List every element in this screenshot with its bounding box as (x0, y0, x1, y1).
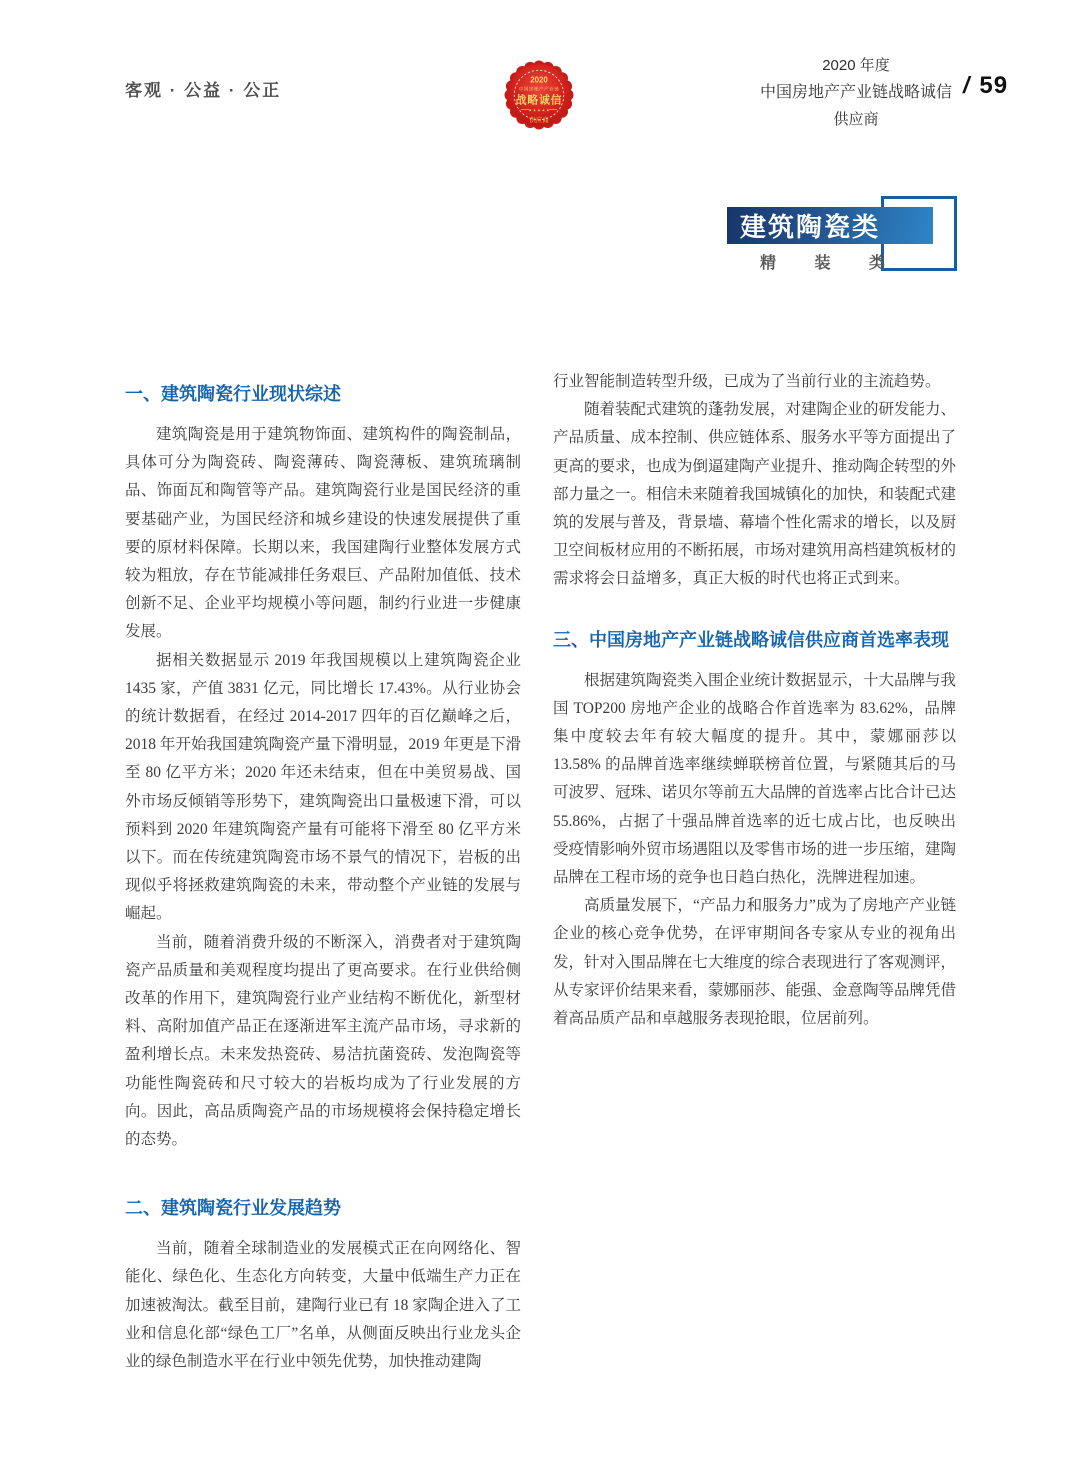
page-number-value: 59 (979, 72, 1009, 99)
category-banner (727, 207, 933, 244)
section3-paragraph-1: 根据建筑陶瓷类入围企业统计数据显示，十大品牌与我国 TOP200 房地产企业的战略合作首选率为 83.62%，品牌集中度较去年有较大幅度的提升。其中，蒙娜丽莎以 13.58% 的品牌首选率继续蝉联榜首位置，与紧随其后的马可波罗、冠珠、诺贝尔等前五大品牌的首选率占比合计已达 55.86%，占据了十强品牌首选率的近七成占比，也反映出受疫情影响外贸市场遇阻以及零售市场的进一步压缩，建陶品牌在工程市场的竞争也日趋白热化，洗牌进程加速。 (553, 671, 957, 887)
section1-paragraph-2: 据相关数据显示 2019 年我国规模以上建筑陶瓷企业 1435 家，产值 3831 亿元，同比增长 17.43%。从行业协会的统计数据看，在经过 2014-2017 四年的百亿巅峰之后，2018 年开始我国建筑陶瓷产量下滑明显，2019 年更是下滑至 80 亿平方米；2020 年还未结束，但在中美贸易战、国外市场反倾销等形势下，建筑陶瓷出口量极速下滑，可以预料到 2020 年建筑陶瓷产量有可能将下滑至 80 亿平方米以下。而在传统建筑陶瓷市场不景气的情况下，岩板的出现似乎将拯救建筑陶瓷的未来，带动整个产业链的发展与崛起。 (125, 651, 521, 923)
page-number-slash: / (963, 72, 970, 98)
left-column (125, 382, 521, 1376)
award-seal-icon (494, 50, 584, 140)
category-title: 建筑陶瓷类 (740, 212, 881, 242)
seal-year: 2020 (530, 75, 548, 85)
section2-heading: 二、建筑陶瓷行业发展趋势 (125, 1198, 341, 1219)
seal-top-line: 中国房地产产业链 (518, 86, 560, 92)
seal-main-text: 战略诚信 (515, 94, 563, 107)
section1-paragraph-1: 建筑陶瓷是用于建筑物饰面、建筑构件的陶瓷制品，具体可分为陶瓷砖、陶瓷薄砖、陶瓷薄板、建筑琉璃制品、饰面瓦和陶管等产品。建筑陶瓷行业是国民经济的重要基础产业，为国民经济和城乡建设的快速发展提供了重要的原材料保障。长期以来，我国建陶行业整体发展方式较为粗放，存在节能减排任务艰巨、产品附加值低、技术创新不足、企业平均规模小等问题，制约行业进一步健康发展。 (125, 426, 521, 641)
section3-paragraph-2: 高质量发展下，“产品力和服务力”成为了房地产产业链企业的核心竞争优势，在评审期间各专家从专业的视角出发，针对入围品牌在七大维度的综合表现进行了客观测评，从专家评价结果来看，蒙娜丽莎、能强、金意陶等品牌凭借着高品质产品和卓越服务表现抢眼，位居前列。 (553, 897, 957, 1028)
award-text-block (750, 52, 962, 133)
category-subtitle: 精 装 类 (760, 255, 902, 272)
section2-paragraph-1: 当前，随着全球制造业的发展模式正在向网络化、智能化、绿色化、生态化方向转变，大量中低端生产力正在加速被淘汰。截至目前，建陶行业已有 18 家陶企进入了工业和信息化部“绿色工厂”名单，从侧面反映出行业龙头企业的绿色制造水平在行业中领先优势，加快推动建陶 (125, 1240, 521, 1371)
right-column (553, 368, 956, 1033)
award-edition: 2020 年度 (822, 57, 890, 74)
page-number (963, 72, 1008, 100)
section2-paragraph-2: 随着装配式建筑的蓬勃发展，对建陶企业的研发能力、产品质量、成本控制、供应链体系、服务水平等方面提出了更高的要求，也成为倒逼建陶产业提升、推动陶企转型的外部力量之一。相信未来随着我国城镇化的加快，和装配式建筑的发展与普及，背景墙、幕墙个性化需求的增长，以及厨卫空间板材应用的不断拓展，市场对建筑用高档建筑板材的需求将会日益增多，真正大板的时代也将正式到来。 (553, 401, 957, 588)
section2-continuation-paragraph: 行业智能制造转型升级，已成为了当前行业的主流趋势。 (553, 373, 941, 390)
seal-stars: ★ ★ ★ ★ ★ (528, 108, 550, 113)
section1-heading: 一、建筑陶瓷行业现状综述 (125, 384, 341, 404)
seal-bottom-text: 供应商 (529, 117, 549, 124)
section1-paragraph-3: 当前，随着消费升级的不断深入，消费者对于建筑陶瓷产品质量和美观程度均提出了更高要求。在行业供给侧改革的作用下，建筑陶瓷行业产业结构不断优化，新型材料、高附加值产品正在逐渐进军主流产品市场，寻求新的盈利增长点。未来发热瓷砖、易洁抗菌瓷砖、发泡陶瓷等功能性陶瓷砖和尺寸较大的岩板均成为了行业发展的方向。因此，高品质陶瓷产品的市场规模将会保持稳定增长的态势。 (125, 933, 521, 1149)
section3-heading: 三、中国房地产产业链战略诚信供应商首选率表现 (553, 629, 949, 650)
award-title: 中国房地产产业链战略诚信 (759, 84, 952, 101)
header-slogan: 客观 · 公益 · 公正 (125, 81, 282, 100)
award-subtitle: 供应商 (833, 111, 879, 128)
